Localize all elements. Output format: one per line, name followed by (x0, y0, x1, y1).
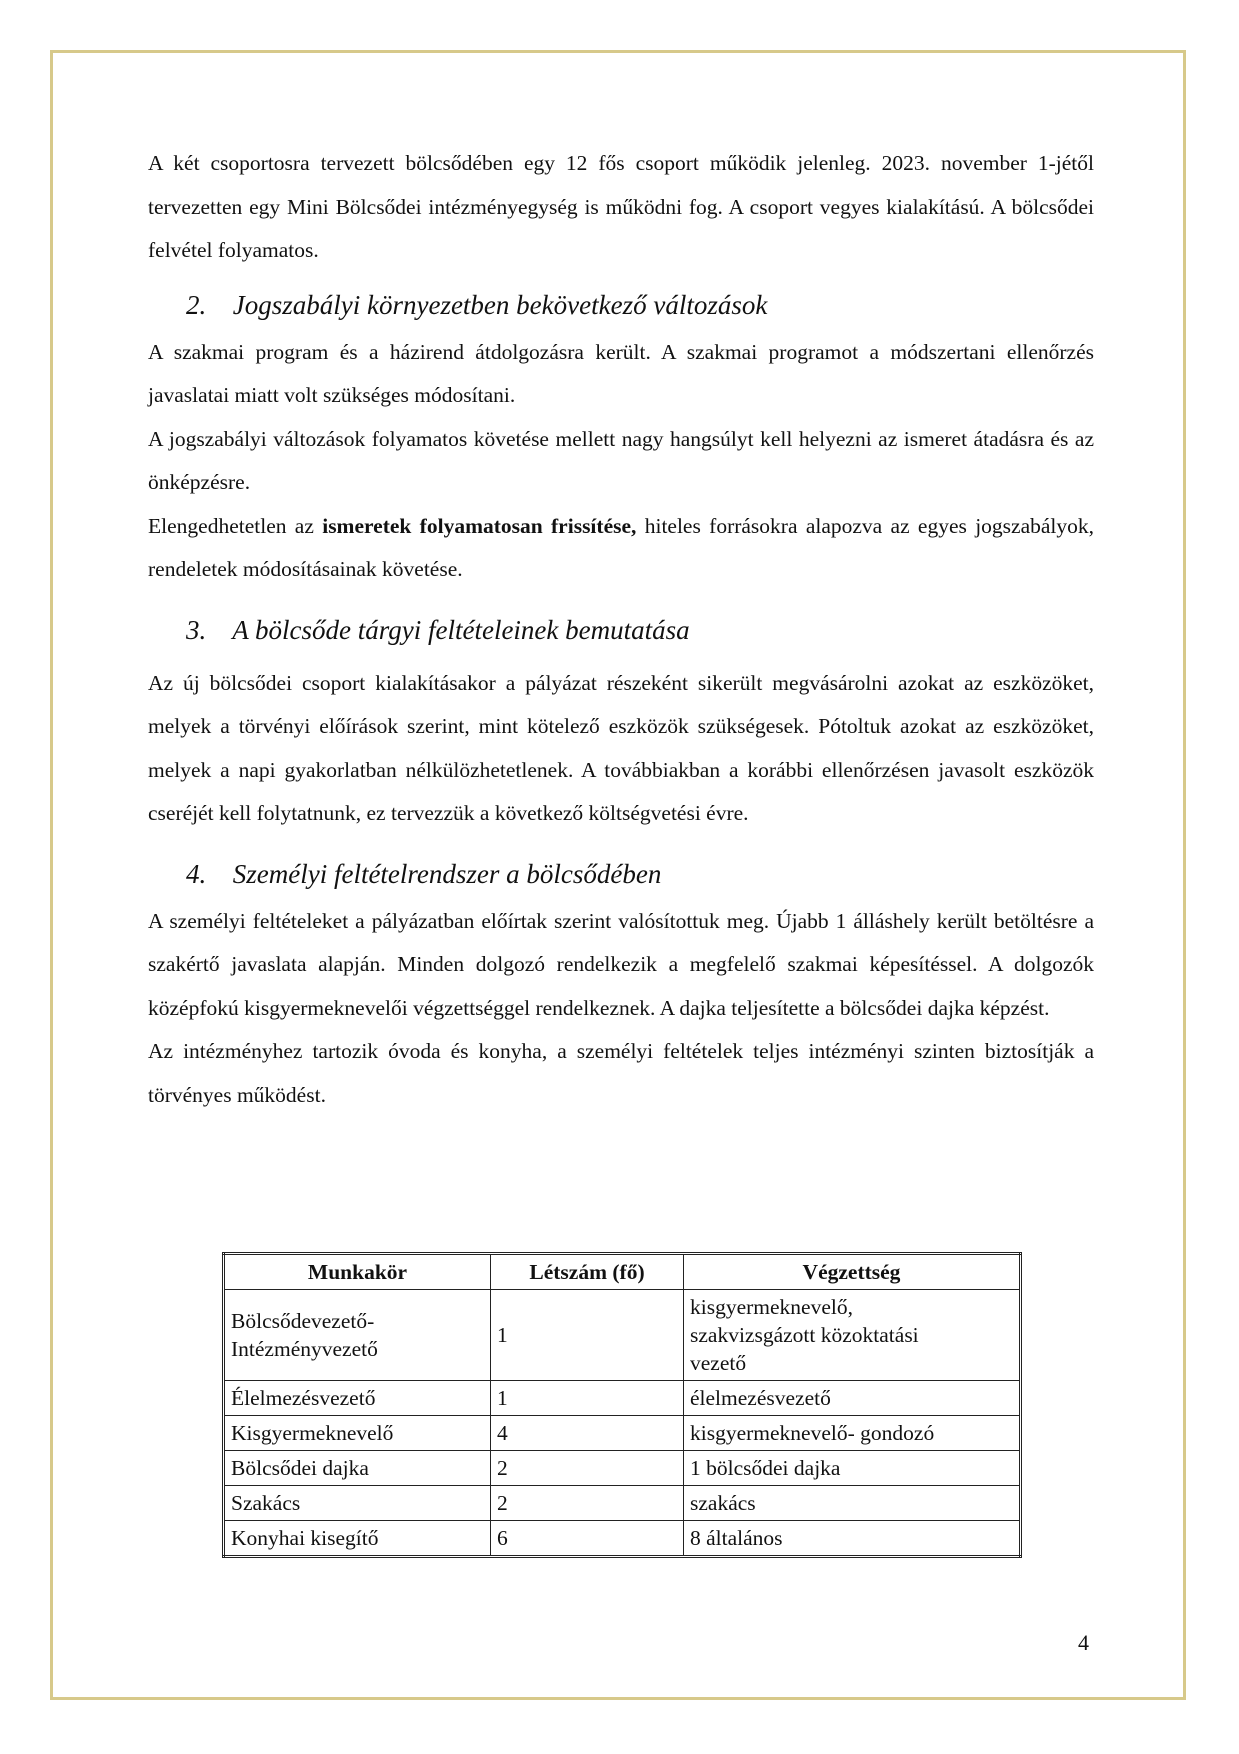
cell-headcount: 6 (491, 1521, 684, 1557)
table-row (224, 1381, 1021, 1416)
section-title: A bölcsőde tárgyi feltételeinek bemutatása (232, 614, 690, 645)
column-header-qualification: Végzettség (684, 1254, 1021, 1290)
table-row (224, 1451, 1021, 1486)
cell-role: Bölcsődevezető- Intézményvezető (224, 1290, 491, 1381)
cell-headcount: 4 (491, 1416, 684, 1451)
section-number: 4. (186, 858, 207, 889)
section-heading-4 (148, 856, 1094, 892)
section-number: 3. (186, 614, 207, 645)
cell-qualification: kisgyermeknevelő, szakvizsgázott közoktatási vezető (684, 1290, 1021, 1381)
cell-headcount: 2 (491, 1451, 684, 1486)
column-header-role: Munkakör (224, 1254, 491, 1290)
section-2-paragraph-3 (148, 505, 1094, 592)
staff-table (222, 1252, 1022, 1558)
section-4-paragraph-2: Az intézményhez tartozik óvoda és konyha, a személyi feltételek teljes intézményi szinten biztosítják a törvényes működést. (148, 1039, 1094, 1107)
bold-text: ismeretek folyamatosan frissítése, (322, 513, 637, 538)
table-body (224, 1290, 1021, 1557)
text-run: hiteles forrásokra alapozva az egyes jogszabályok, rendeletek módosításainak követése. (148, 513, 1095, 581)
cell-headcount: 2 (491, 1486, 684, 1521)
cell-qualification: szakács (684, 1486, 1021, 1521)
table-row (224, 1290, 1021, 1381)
table-row (224, 1416, 1021, 1451)
cell-role: Kisgyermeknevelő (224, 1416, 491, 1451)
cell-role: Szakács (224, 1486, 491, 1521)
cell-role: Élelmezésvezető (224, 1381, 491, 1416)
section-3-paragraph-1: Az új bölcsődei csoport kialakításakor a pályázat részeként sikerült megvásárolni azokat az eszközöket, melyek a törvényi előírások szerint, mint kötelező eszközök szükségesek. Pótoltuk azokat az eszközöket, melyek a napi gyakorlatban nélkülözhetetlenek. A továbbiakban a korábbi ellenőrzésen javasolt eszközök cseréjét kell folytatnunk, ez tervezzük a következő költségvetési évre. (148, 670, 1094, 825)
cell-headcount: 1 (491, 1381, 684, 1416)
cell-qualification: 1 bölcsődei dajka (684, 1451, 1021, 1486)
section-title: Jogszabályi környezetben bekövetkező változások (232, 289, 768, 320)
table-header-row (224, 1254, 1021, 1290)
column-header-headcount: Létszám (fő) (491, 1254, 684, 1290)
section-2-paragraph-2: A jogszabályi változások folyamatos követése mellett nagy hangsúlyt kell helyezni az ismeret átadásra és az önképzésre. (148, 426, 1094, 494)
cell-qualification: élelmezésvezető (684, 1381, 1021, 1416)
cell-qualification: kisgyermeknevelő- gondozó (684, 1416, 1021, 1451)
intro-paragraph: A két csoportosra tervezett bölcsődében egy 12 fős csoport működik jelenleg. 2023. november 1-jétől tervezetten egy Mini Bölcsődei intézményegység is működni fog. A csoport vegyes kialakítású. A bölcsődei felvétel folyamatos. (148, 151, 1094, 262)
cell-role: Konyhai kisegítő (224, 1521, 491, 1557)
section-number: 2. (186, 289, 207, 320)
table-row (224, 1521, 1021, 1557)
section-2-paragraph-1: A szakmai program és a házirend átdolgozásra került. A szakmai programot a módszertani ellenőrzés javaslatai miatt volt szükséges módosítani. (148, 339, 1094, 407)
text-run: Elengedhetetlen az (148, 513, 323, 538)
cell-headcount: 1 (491, 1290, 684, 1381)
document-body (148, 142, 1094, 1117)
section-title: Személyi feltételrendszer a bölcsődében (232, 858, 662, 889)
cell-qualification: 8 általános (684, 1521, 1021, 1557)
section-heading-3 (148, 612, 1094, 648)
page-number: 4 (1078, 1630, 1089, 1655)
table-row (224, 1486, 1021, 1521)
section-4-paragraph-1: A személyi feltételeket a pályázatban előírtak szerint valósítottuk meg. Újabb 1 álláshely került betöltésre a szakértő javaslata alapján. Minden dolgozó rendelkezik a megfelelő szakmai képesítéssel. A dolgozók középfokú kisgyermeknevelői végzettséggel rendelkeznek. A dajka teljesítette a bölcsődei dajka képzést. (148, 908, 1094, 1020)
cell-role: Bölcsődei dajka (224, 1451, 491, 1486)
section-heading-2 (148, 287, 1094, 323)
